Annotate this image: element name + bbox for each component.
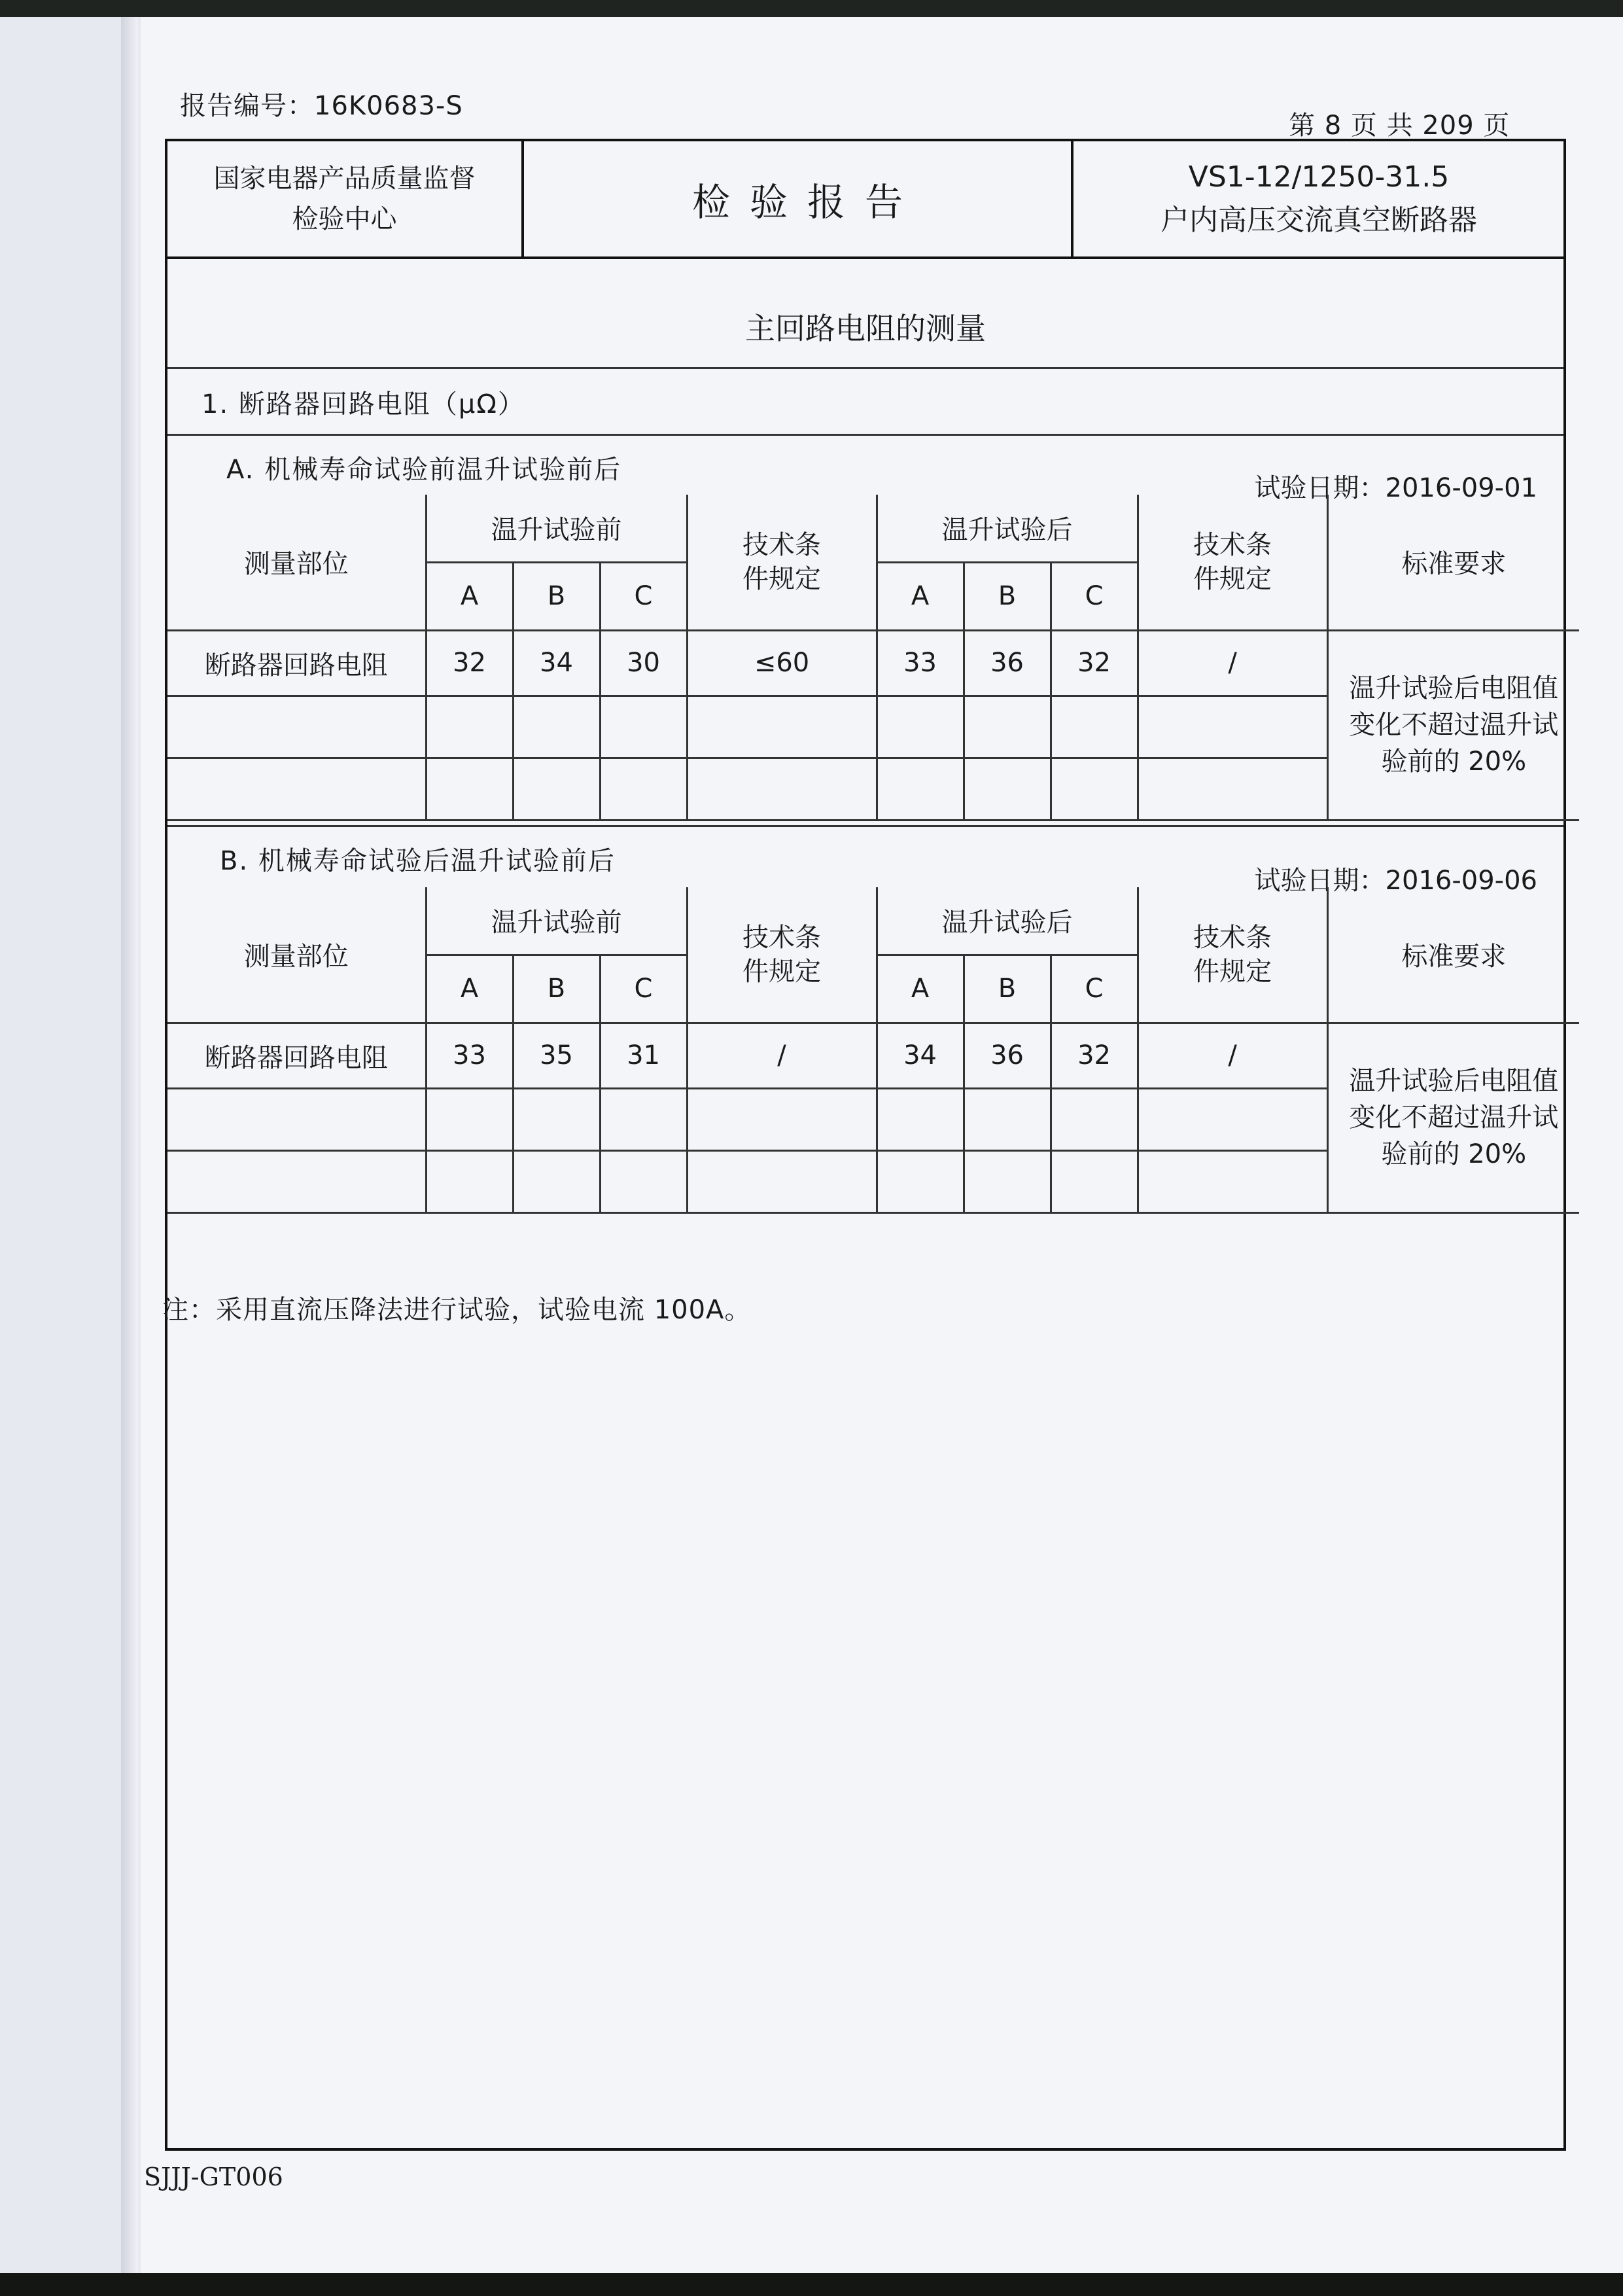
empty-cell — [426, 1150, 513, 1212]
header-spec-text: 技术条件规定 — [1193, 922, 1272, 987]
standard-requirement: 温升试验后电阻值变化不超过温升试验前的 20% — [1327, 630, 1579, 820]
phase-b-header: B — [964, 955, 1051, 1023]
page-number: 第 8 页 共 209 页 — [1289, 111, 1510, 141]
empty-cell — [1051, 696, 1138, 758]
table-b — [167, 887, 1579, 1214]
empty-cell — [513, 758, 600, 820]
empty-cell — [877, 1088, 964, 1150]
phase-c-header: C — [600, 955, 687, 1023]
value-before-b: 35 — [513, 1023, 600, 1088]
header-location: 测量部位 — [167, 887, 426, 1023]
value-before-c: 31 — [600, 1023, 687, 1088]
header-spec — [1138, 495, 1327, 630]
phase-b-header: B — [513, 955, 600, 1023]
divider — [167, 367, 1563, 369]
header-spec — [687, 495, 877, 630]
spec-before: / — [687, 1023, 877, 1088]
phase-b-header: B — [513, 562, 600, 630]
scan-background-left — [0, 0, 141, 2296]
header-spec-text: 技术条件规定 — [1193, 529, 1272, 594]
empty-cell — [1051, 758, 1138, 820]
report-header — [167, 141, 1563, 259]
empty-cell — [964, 758, 1051, 820]
header-after: 温升试验后 — [877, 887, 1138, 955]
divider — [167, 434, 1563, 436]
empty-cell — [426, 1088, 513, 1150]
empty-cell — [513, 1088, 600, 1150]
value-after-c: 32 — [1051, 630, 1138, 696]
phase-b-header: B — [964, 562, 1051, 630]
org-line-1: 国家电器产品质量监督 — [213, 164, 476, 194]
table-a-date: 试验日期：2016-09-01 — [1254, 473, 1537, 503]
spec-before: ≤60 — [687, 630, 877, 696]
empty-cell — [426, 696, 513, 758]
empty-cell — [513, 1150, 600, 1212]
empty-cell — [1051, 1088, 1138, 1150]
header-spec-text: 技术条件规定 — [742, 529, 822, 594]
header-requirement: 标准要求 — [1327, 887, 1579, 1023]
header-after: 温升试验后 — [877, 495, 1138, 562]
empty-cell — [964, 1088, 1051, 1150]
table-a — [167, 495, 1579, 821]
empty-cell — [167, 758, 426, 820]
product-name: 户内高压交流真空断路器 — [1161, 203, 1477, 237]
section-title: 主回路电阻的测量 — [745, 311, 986, 346]
value-after-a: 34 — [877, 1023, 964, 1088]
test-note: 注：采用直流压降法进行试验，试验电流 100A。 — [162, 1295, 752, 1325]
header-requirement: 标准要求 — [1327, 495, 1579, 630]
value-after-b: 36 — [964, 1023, 1051, 1088]
empty-cell — [687, 758, 877, 820]
value-after-c: 32 — [1051, 1023, 1138, 1088]
header-before: 温升试验前 — [426, 495, 687, 562]
report-frame — [165, 139, 1566, 2151]
value-before-b: 34 — [513, 630, 600, 696]
header-location: 测量部位 — [167, 495, 426, 630]
empty-cell — [687, 1150, 877, 1212]
scan-edge-top — [0, 0, 1623, 17]
value-after-b: 36 — [964, 630, 1051, 696]
empty-cell — [1138, 758, 1327, 820]
empty-cell — [600, 696, 687, 758]
scan-edge-bottom — [0, 2273, 1623, 2296]
empty-cell — [600, 1150, 687, 1212]
org-line-2: 检验中心 — [292, 204, 397, 234]
header-spec — [687, 887, 877, 1023]
value-before-c: 30 — [600, 630, 687, 696]
empty-cell — [687, 1088, 877, 1150]
phase-c-header: C — [1051, 955, 1138, 1023]
empty-cell — [964, 696, 1051, 758]
value-before-a: 32 — [426, 630, 513, 696]
product-model: VS1-12/1250-31.5 — [1188, 160, 1450, 194]
table-row — [167, 1023, 1579, 1088]
empty-cell — [426, 758, 513, 820]
table-a-subtitle: A. 机械寿命试验前温升试验前后 — [226, 455, 622, 485]
standard-requirement: 温升试验后电阻值变化不超过温升试验前的 20% — [1327, 1023, 1579, 1212]
empty-cell — [167, 696, 426, 758]
header-before: 温升试验前 — [426, 887, 687, 955]
spec-after: / — [1138, 1023, 1327, 1088]
item-heading: 1. 断路器回路电阻（μΩ） — [201, 389, 525, 419]
header-spec-text: 技术条件规定 — [742, 922, 822, 987]
empty-cell — [877, 696, 964, 758]
table-row — [167, 630, 1579, 696]
header-spec — [1138, 887, 1327, 1023]
empty-cell — [513, 696, 600, 758]
phase-c-header: C — [600, 562, 687, 630]
phase-a-header: A — [877, 955, 964, 1023]
row-label: 断路器回路电阻 — [167, 630, 426, 696]
issuing-organization — [167, 141, 524, 256]
value-before-a: 33 — [426, 1023, 513, 1088]
page-binding-shadow — [121, 0, 138, 2296]
table-b-date: 试验日期：2016-09-06 — [1254, 866, 1537, 896]
table-header-row — [167, 887, 1579, 955]
empty-cell — [1138, 696, 1327, 758]
empty-cell — [167, 1150, 426, 1212]
phase-a-header: A — [426, 562, 513, 630]
empty-cell — [600, 1088, 687, 1150]
empty-cell — [877, 758, 964, 820]
report-number: 报告编号：16K0683-S — [180, 91, 463, 121]
phase-a-header: A — [426, 955, 513, 1023]
form-code: SJJJ-GT006 — [144, 2163, 283, 2191]
empty-cell — [877, 1150, 964, 1212]
phase-a-header: A — [877, 562, 964, 630]
product-info — [1073, 141, 1564, 256]
table-header-row — [167, 495, 1579, 562]
report-title: 检验报告 — [524, 141, 1073, 256]
empty-cell — [1138, 1150, 1327, 1212]
empty-cell — [600, 758, 687, 820]
row-label: 断路器回路电阻 — [167, 1023, 426, 1088]
phase-c-header: C — [1051, 562, 1138, 630]
spec-after: / — [1138, 630, 1327, 696]
empty-cell — [687, 696, 877, 758]
empty-cell — [964, 1150, 1051, 1212]
table-b-subtitle: B. 机械寿命试验后温升试验前后 — [220, 846, 616, 876]
empty-cell — [1051, 1150, 1138, 1212]
value-after-a: 33 — [877, 630, 964, 696]
divider — [167, 825, 1563, 827]
empty-cell — [167, 1088, 426, 1150]
empty-cell — [1138, 1088, 1327, 1150]
